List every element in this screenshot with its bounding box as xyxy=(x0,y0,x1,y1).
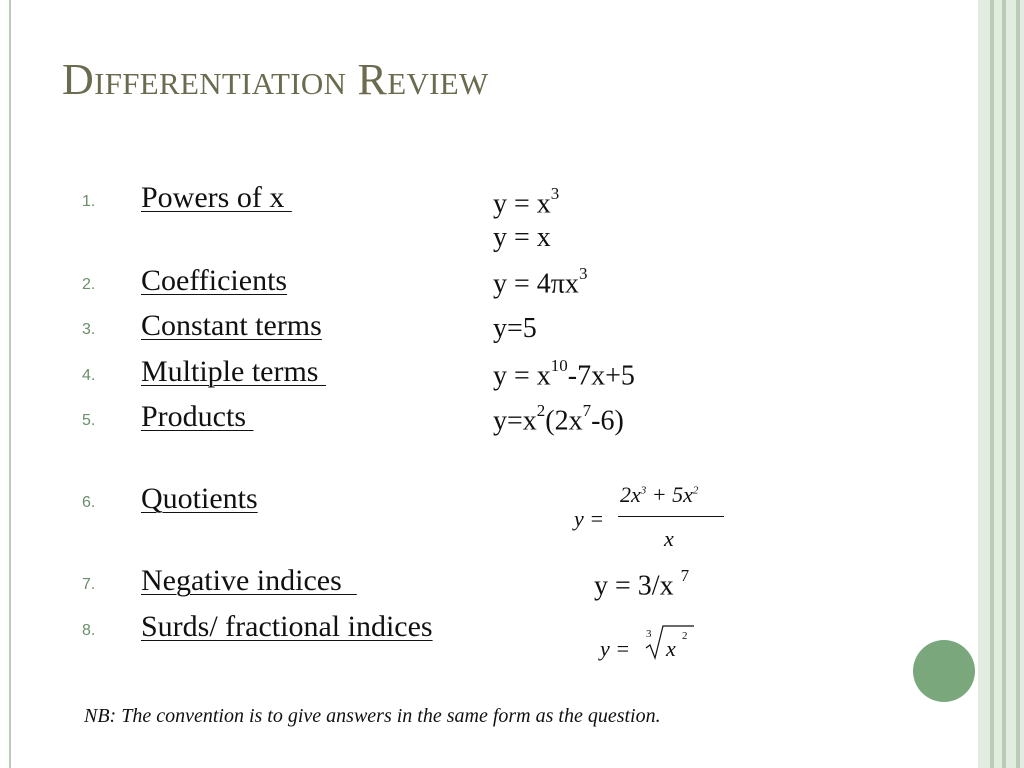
item-topic: Multiple terms xyxy=(141,355,326,388)
decorative-circle xyxy=(913,640,975,702)
item-number: 1. xyxy=(82,193,96,210)
frame-band xyxy=(1006,0,1016,768)
item-number: 8. xyxy=(82,622,96,639)
item-expression: $y=x^2(2x^7-6)$ xyxy=(493,401,624,437)
item-expression: $y = x^3$ xyxy=(493,184,560,220)
item-expression: y = 3/x $^7$ xyxy=(594,566,690,602)
item-expression: $y = 4\pi x^3$ xyxy=(493,264,588,300)
footnote: NB: The convention is to give answers in the same form as the question. xyxy=(84,705,661,727)
formula-lhs: y = xyxy=(574,506,605,531)
item-topic: Quotients xyxy=(141,482,258,515)
item-number: 7. xyxy=(82,576,96,593)
radicand: x xyxy=(666,636,676,661)
item-number: 2. xyxy=(82,276,96,293)
item-topic: Powers of x xyxy=(141,181,292,214)
item-expression: y=5 xyxy=(493,313,537,344)
formula-numerator: $2x^3 + 5x^2$ xyxy=(620,482,699,507)
frame-band xyxy=(1020,0,1024,768)
item-expression: y = x xyxy=(493,222,551,253)
root-index: 3 xyxy=(646,628,652,640)
frame-right-bands xyxy=(978,0,1024,768)
item-number: 3. xyxy=(82,321,96,338)
quotient-formula xyxy=(574,480,734,552)
frame-band xyxy=(978,0,990,768)
frame-band xyxy=(994,0,1002,768)
item-topic: Surds/ fractional indices xyxy=(141,610,433,643)
fraction-bar xyxy=(618,516,724,517)
slide-title: Differentiation Review xyxy=(62,55,489,104)
surd-formula xyxy=(600,622,700,666)
formula-lhs: y = xyxy=(600,636,631,661)
item-number: 4. xyxy=(82,367,96,384)
item-topic: Constant terms xyxy=(141,309,322,342)
item-topic: Negative indices xyxy=(141,564,357,597)
item-number: 6. xyxy=(82,494,96,511)
radicand-power: 2 xyxy=(682,630,688,642)
item-number: 5. xyxy=(82,412,96,429)
frame-left-line xyxy=(9,0,11,768)
formula-denominator: x xyxy=(664,526,674,551)
item-topic: Coefficients xyxy=(141,264,288,297)
item-topic: Products xyxy=(141,400,254,433)
item-expression: $y = x^{10}-7x+5$ xyxy=(493,356,635,392)
